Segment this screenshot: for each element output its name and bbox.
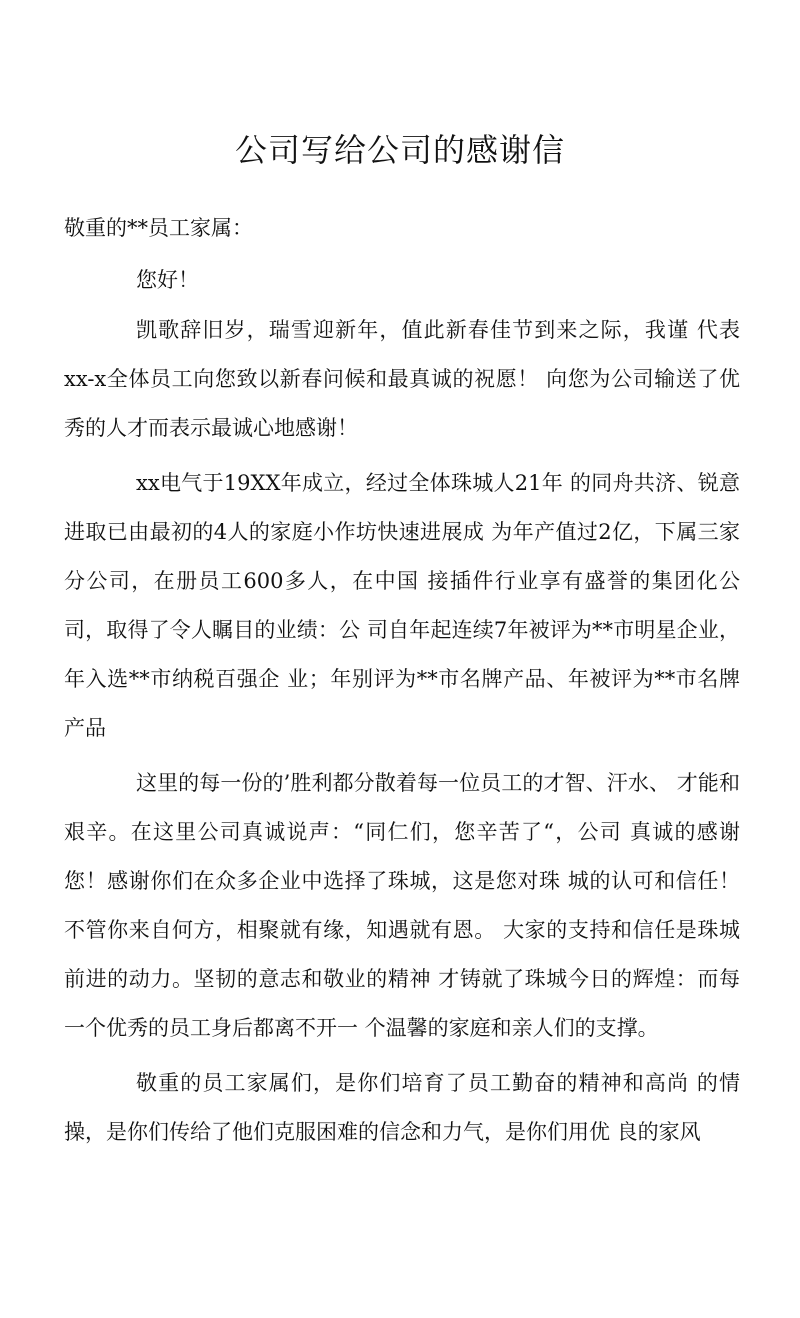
paragraph-thanks-employees: 这里的每一份的’胜利都分散着每一位员工的才智、汗水、 才能和艰辛。在这里公司真诚说声：“同仁们，您辛苦了“，公司 真诚的感谢您！感谢你们在众多企业中选择了珠城，这是您对珠 城的认可和信任！不管你来自何方，相聚就有缘，知遇就有恩。 大家的支持和信任是珠城前进的动力。坚韧的意志和敬业的精神 才铸就了珠城今日的辉煌：而每一个优秀的员工身后都离不开一 个温馨的家庭和亲人们的支撑。 (64, 771, 740, 1040)
paragraph-intro: 凯歌辞旧岁，瑞雪迎新年，值此新春佳节到来之际，我谨 代表xx-x全体员工向您致以新春问候和最真诚的祝愿！ 向您为公司输送了优秀的人才而表示最诚心地感谢！ (64, 318, 740, 440)
paragraph-thanks-families: 敬重的员工家属们，是你们培育了员工勤奋的精神和高尚 的情操，是你们传给了他们克服困难的信念和力气，是你们用优 良的家风 (64, 1071, 740, 1144)
greeting: 您好！ (136, 268, 199, 292)
paragraph-company-history: xx电气于19XX年成立，经过全体珠城人21年 的同舟共济、锐意进取已由最初的4人的家庭小作坊快速进展成 为年产值过2亿，下属三家分公司，在册员工600多人，在中国 接插件行业享有盛誉的集团化公司，取得了令人瞩目的业绩：公 司自年起连续7年被评为**市明星企业，年入选**市纳税百强企 业；年别评为**市名牌产品、年被评为**市名牌产品 (64, 471, 740, 740)
document-title: 公司写给公司的感谢信 (234, 131, 565, 169)
letter-body (64, 202, 740, 1157)
salutation: 敬重的**员工家属： (64, 216, 253, 240)
